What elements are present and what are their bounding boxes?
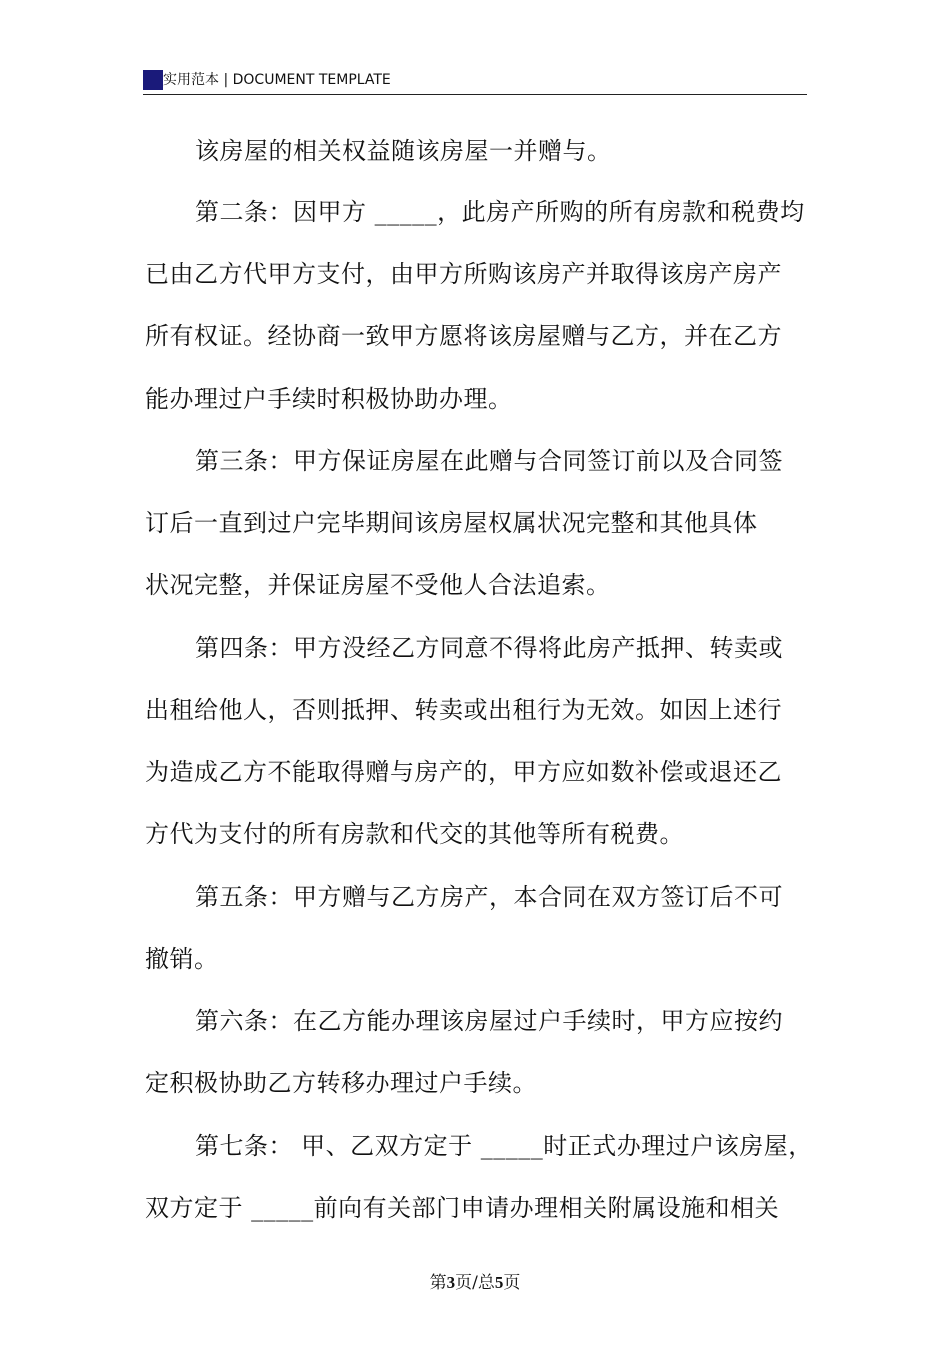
body-line: 方代为支付的所有房款和代交的其他等所有税费。	[145, 820, 684, 848]
body-line: 第四条：甲方没经乙方同意不得将此房产抵押、转卖或	[195, 634, 783, 662]
body-line: 第七条： 甲、乙双方定于 _____时正式办理过户该房屋，	[195, 1132, 813, 1160]
body-line: 状况完整，并保证房屋不受他人合法追索。	[145, 571, 611, 599]
header-separator: |	[223, 72, 229, 88]
footer-suffix: 页	[503, 1273, 521, 1293]
body-line: 为造成乙方不能取得赠与房产的，甲方应如数补偿或退还乙	[145, 758, 782, 786]
body-line: 撤销。	[145, 945, 219, 973]
body-line: 订后一直到过户完毕期间该房屋权属状况完整和其他具体	[145, 509, 758, 537]
body-line: 第六条：在乙方能办理该房屋过户手续时，甲方应按约	[195, 1007, 783, 1035]
body-line: 第三条：甲方保证房屋在此赠与合同签订前以及合同签	[195, 447, 783, 475]
body-line: 第五条：甲方赠与乙方房产，本合同在双方签订后不可	[195, 883, 783, 911]
footer-total-pages: 5	[494, 1273, 504, 1292]
logo-square-icon	[143, 70, 163, 90]
footer-prefix: 第	[429, 1273, 447, 1293]
header-brand-en: DOCUMENT TEMPLATE	[232, 72, 391, 88]
page-footer	[0, 1272, 950, 1294]
body-line: 已由乙方代甲方支付，由甲方所购该房产并取得该房产房产	[145, 260, 782, 288]
body-line: 定积极协助乙方转移办理过户手续。	[145, 1069, 537, 1097]
page-header	[143, 68, 807, 95]
footer-middle: 页/总	[455, 1273, 495, 1293]
body-line: 第二条：因甲方 _____，此房产所购的所有房款和税费均	[195, 198, 805, 226]
footer-page-number: 3	[446, 1273, 456, 1292]
body-line: 所有权证。经协商一致甲方愿将该房屋赠与乙方，并在乙方	[145, 322, 782, 350]
body-line: 能办理过户手续时积极协助办理。	[145, 385, 513, 413]
body-line: 该房屋的相关权益随该房屋一并赠与。	[195, 137, 612, 165]
header-title	[163, 70, 391, 90]
body-line: 双方定于 _____前向有关部门申请办理相关附属设施和相关	[145, 1194, 780, 1222]
body-line: 出租给他人，否则抵押、转卖或出租行为无效。如因上述行	[145, 696, 782, 724]
header-brand-cn: 实用范本	[163, 72, 219, 88]
